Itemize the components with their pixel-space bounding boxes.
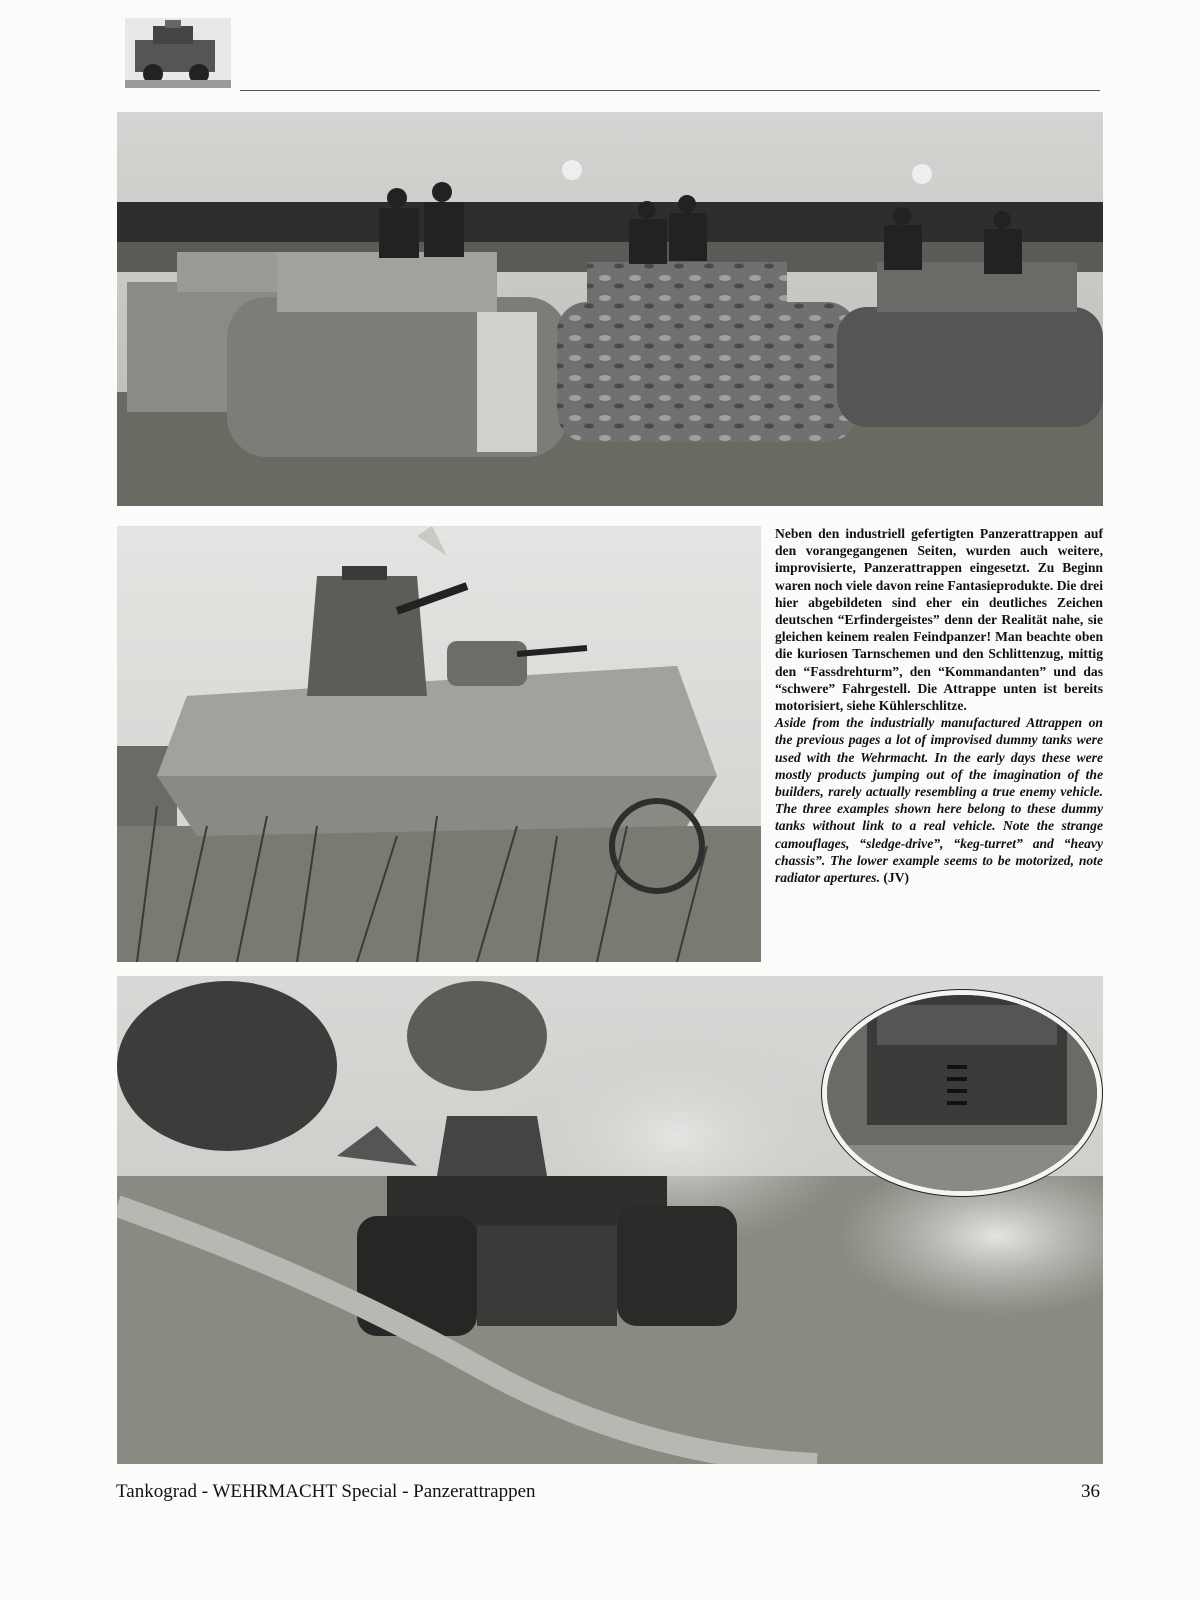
armored-car-photo-icon: [125, 18, 231, 88]
page-number: 36: [1081, 1481, 1100, 1502]
caption-german: Neben den industriell gefertigten Panzerattrappen auf den vorangegangenen Seiten, wurden auch weitere, improvisierte, Panzerattrappen eingesetzt. Zu Beginn waren noch viele davon reine Fantasieprodukte. Die drei hier abgebildeten sind eher ein deutliches Zeichen deutschen “Erfindergeistes” denn der Realität nahe, sie gleichen keinem realen Feindpanzer! Man beachte oben die kuriosen Tarnschemen und den Schlittenzug, mittig den “Fassdrehturm”, den “Kommandanten” und das “schwere” Fahrgestell. Die Attrappe unten ist bereits motorisiert, siehe Kühlerschlitze.: [775, 526, 1103, 714]
photo-caption: [775, 525, 1103, 886]
radiator-apertures-detail-photo: [822, 990, 1102, 1196]
caption-english: [775, 714, 1103, 886]
header-rule: [240, 90, 1100, 91]
wooden-dummy-tank-with-keg-turret-photo: [117, 526, 761, 962]
caption-english-text: Aside from the industrially manufactured Attrappen on the previous pages a lot of improvised dummy tanks were used with the Wehrmacht. In the early days these were mostly products jumping out of the imagination of the builders, rarely actually resembling a true enemy vehicle. The three examples shown here belong to these dummy tanks without link to a real vehicle. Note the strange camouflages, “sledge-drive”, “keg-turret” and “heavy chassis”. The lower example seems to be motorized, note radiator apertures.: [775, 715, 1103, 886]
footer-title: Tankograd - WEHRMACHT Special - Panzerattrappen: [116, 1481, 536, 1502]
photo-credit: (JV): [883, 870, 910, 886]
camouflaged-dummy-tanks-row-photo: [117, 112, 1103, 506]
